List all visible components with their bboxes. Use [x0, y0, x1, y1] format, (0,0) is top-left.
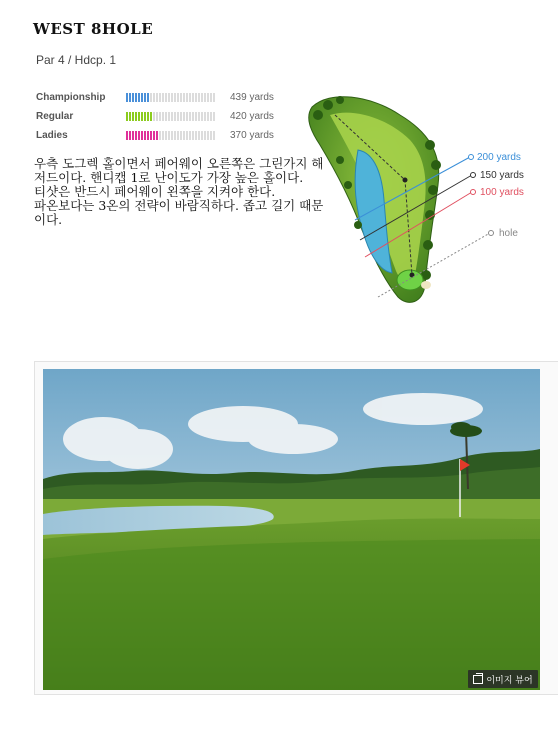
- hole-description: [34, 157, 334, 227]
- yardage-bar: [126, 131, 216, 140]
- par-handicap: Par 4 / Hdcp. 1: [36, 53, 117, 67]
- green: [397, 270, 423, 290]
- hole-layout-map: [300, 85, 558, 315]
- tee-yards: 370 yards: [230, 130, 274, 141]
- marker-hole: [489, 231, 494, 236]
- bunker: [421, 281, 431, 289]
- label-100-yards: 100 yards: [480, 187, 524, 198]
- label-150-yards: 150 yards: [480, 170, 524, 181]
- tee-name: Regular: [36, 111, 74, 122]
- marker-150: [471, 173, 476, 178]
- yardage-bar: [126, 112, 216, 121]
- image-viewer-label: 이미지 뷰어: [486, 675, 533, 686]
- tee-row-regular: [36, 107, 296, 126]
- tee-yardage-list: [36, 88, 296, 145]
- yardage-bar-fill: [126, 93, 150, 102]
- yardage-bar-fill: [126, 131, 158, 140]
- image-viewer-button[interactable]: [468, 670, 538, 688]
- tee-yards: 420 yards: [230, 111, 274, 122]
- image-viewer-icon: [473, 675, 483, 684]
- tee-name: Championship: [36, 92, 106, 103]
- marker-100: [471, 190, 476, 195]
- description-line: 우측 도그렉 홀이면서 페어웨이 오른쪽은 그린가지 해저드이다. 핸디캡 1로 난이도가 가장 높은 홀이다.: [34, 156, 324, 185]
- label-hole: hole: [499, 228, 518, 239]
- tee-row-ladies: [36, 126, 296, 145]
- description-line: 티샷은 반드시 페어웨이 왼쪽을 지켜야 한다.: [34, 184, 276, 199]
- hole-title: WEST 8HOLE: [33, 20, 154, 38]
- tee-row-championship: [36, 88, 296, 107]
- yardage-bar-fill: [126, 112, 153, 121]
- label-200-yards: 200 yards: [477, 152, 521, 163]
- tee-name: Ladies: [36, 130, 68, 141]
- hole-photo: [43, 369, 540, 690]
- description-line: 파온보다는 3온의 전략이 바람직하다. 좁고 길기 때문이다.: [34, 198, 324, 227]
- yardage-bar: [126, 93, 216, 102]
- tee-marker: [403, 178, 408, 183]
- marker-200: [469, 155, 474, 160]
- tee-yards: 439 yards: [230, 92, 274, 103]
